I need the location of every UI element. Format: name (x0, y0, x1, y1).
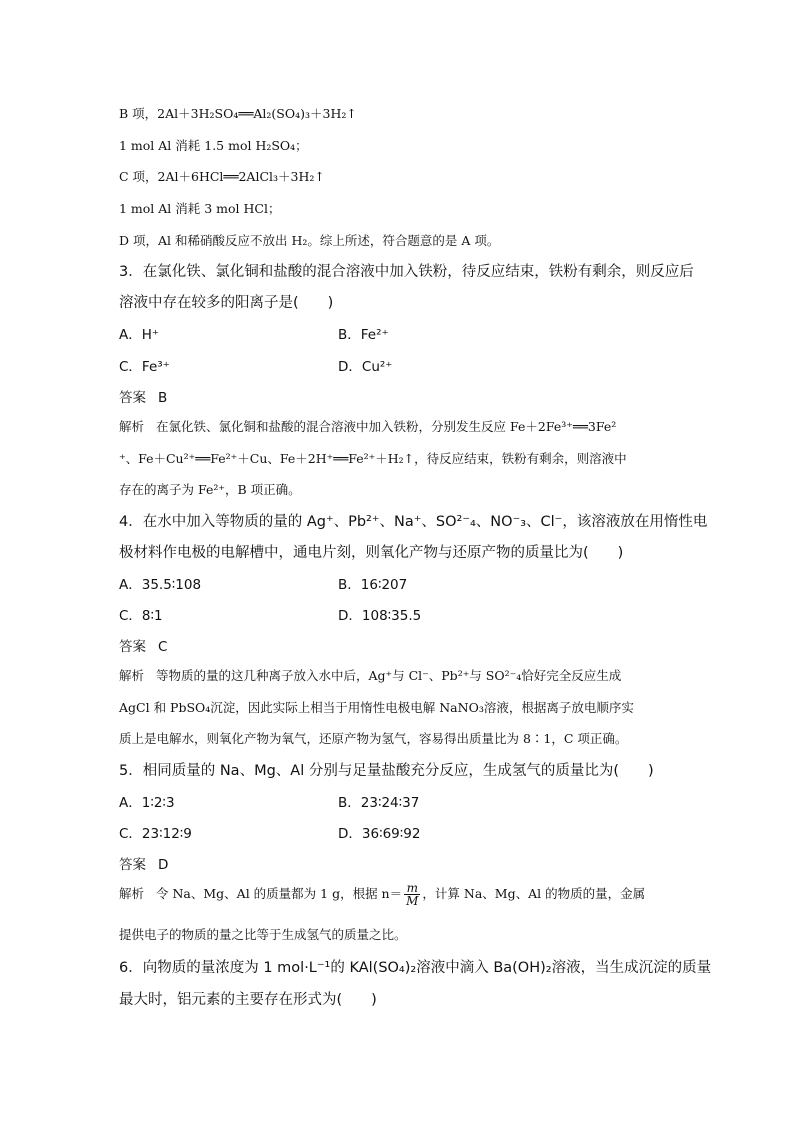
q3-analysis-line3: 存在的离子为 Fe²⁺，B 项正确。 (119, 482, 301, 497)
answer-label: 答案 (119, 390, 146, 406)
q4-option-c: C．8∶1 (119, 608, 163, 624)
q5-analysis-line1 (119, 882, 645, 907)
q6-stem-line1: 6．向物质的量浓度为 1 mol·L⁻¹的 KAl(SO₄)₂溶液中滴入 Ba(OH)₂溶液，当生成沉淀的质量 (119, 960, 712, 976)
q5-answer (119, 853, 168, 873)
q4-stem-line2: 极材料作电极的电解槽中，通电片刻，则氧化产物与还原产物的质量比为( ) (119, 545, 624, 561)
answer-label: 答案 (119, 639, 146, 655)
analysis-label: 解析 (119, 668, 145, 683)
q3-option-b: B．Fe²⁺ (338, 327, 389, 343)
solution-line-c-consumption: 1 mol Al 消耗 3 mol HCl； (119, 201, 281, 216)
q3-analysis-line1 (119, 417, 616, 435)
q4-analysis-line2: AgCl 和 PbSO₄沉淀，因此实际上相当于用惰性电极电解 NaNO₃溶液，根据离子放电顺序实 (119, 700, 634, 715)
q4-analysis-line3: 质上是电解水，则氧化产物为氧气，还原产物为氢气，容易得出质量比为 8∶1，C 项正确。 (119, 731, 628, 746)
q3-stem-line1: 3．在氯化铁、氯化铜和盐酸的混合溶液中加入铁粉，待反应结束，铁粉有剩余，则反应后 (119, 264, 694, 280)
answer-value: D (158, 857, 169, 873)
q4-option-d: D．108∶35.5 (338, 608, 422, 624)
answer-label: 答案 (119, 857, 146, 873)
answer-value: C (158, 639, 168, 655)
q4-stem-line1: 4．在水中加入等物质的量的 Ag⁺、Pb²⁺、Na⁺、SO²⁻₄、NO⁻₃、Cl⁻，该溶液放在用惰性电 (119, 514, 708, 530)
mass-over-molar-mass-fraction (404, 882, 420, 907)
q5-analysis-line2: 提供电子的物质的量之比等于生成氢气的质量之比。 (119, 927, 407, 942)
q3-option-c: C．Fe³⁺ (119, 359, 170, 375)
q5-option-d: D．36∶69∶92 (338, 826, 421, 842)
analysis-label: 解析 (119, 419, 145, 434)
q4-option-b: B．16∶207 (338, 577, 408, 593)
analysis-text: 在氯化铁、氯化铜和盐酸的混合溶液中加入铁粉，分别发生反应 Fe＋2Fe³⁺══3Fe² (156, 419, 617, 434)
q6-stem-line2: 最大时，铝元素的主要存在形式为( ) (119, 992, 377, 1008)
q4-analysis-line1 (119, 666, 621, 684)
answer-value: B (158, 390, 168, 406)
q4-answer (119, 635, 167, 655)
q5-option-a: A．1∶2∶3 (119, 795, 175, 811)
solution-line-b-consumption: 1 mol Al 消耗 1.5 mol H₂SO₄； (119, 138, 308, 153)
q5-option-b: B．23∶24∶37 (338, 795, 420, 811)
fraction-numerator: m (404, 882, 420, 895)
analysis-text: 等物质的量的这几种离子放入水中后，Ag⁺与 Cl⁻、Pb²⁺与 SO²⁻₄恰好完全反应生成 (156, 668, 622, 683)
q3-analysis-line2: ⁺、Fe＋Cu²⁺══Fe²⁺＋Cu、Fe＋2H⁺══Fe²⁺＋H₂↑，待反应结束，铁粉有剩余，则溶液中 (119, 451, 627, 466)
solution-line-d-conclusion: D 项，Al 和稀硝酸反应不放出 H₂。综上所述，符合题意的是 A 项。 (119, 233, 500, 248)
fraction-denominator: M (406, 894, 419, 908)
analysis-text-post: ，计算 Na、Mg、Al 的物质的量，金属 (422, 886, 646, 901)
q3-stem-line2: 溶液中存在较多的阳离子是( ) (119, 295, 334, 311)
q3-answer (119, 386, 167, 406)
q5-option-c: C．23∶12∶9 (119, 826, 192, 842)
solution-line-c-equation: C 项，2Al＋6HCl══2AlCl₃＋3H₂↑ (119, 169, 325, 184)
q3-option-d: D．Cu²⁺ (338, 359, 393, 375)
q5-stem-line1: 5．相同质量的 Na、Mg、Al 分别与足量盐酸充分反应，生成氢气的质量比为( ) (119, 763, 654, 779)
analysis-label: 解析 (119, 886, 145, 901)
q4-option-a: A．35.5∶108 (119, 577, 202, 593)
analysis-text-pre: 令 Na、Mg、Al 的质量都为 1 g，根据 n＝ (156, 886, 403, 901)
q3-option-a: A．H⁺ (119, 327, 160, 343)
solution-line-b-equation: B 项，2Al＋3H₂SO₄══Al₂(SO₄)₃＋3H₂↑ (119, 106, 357, 121)
